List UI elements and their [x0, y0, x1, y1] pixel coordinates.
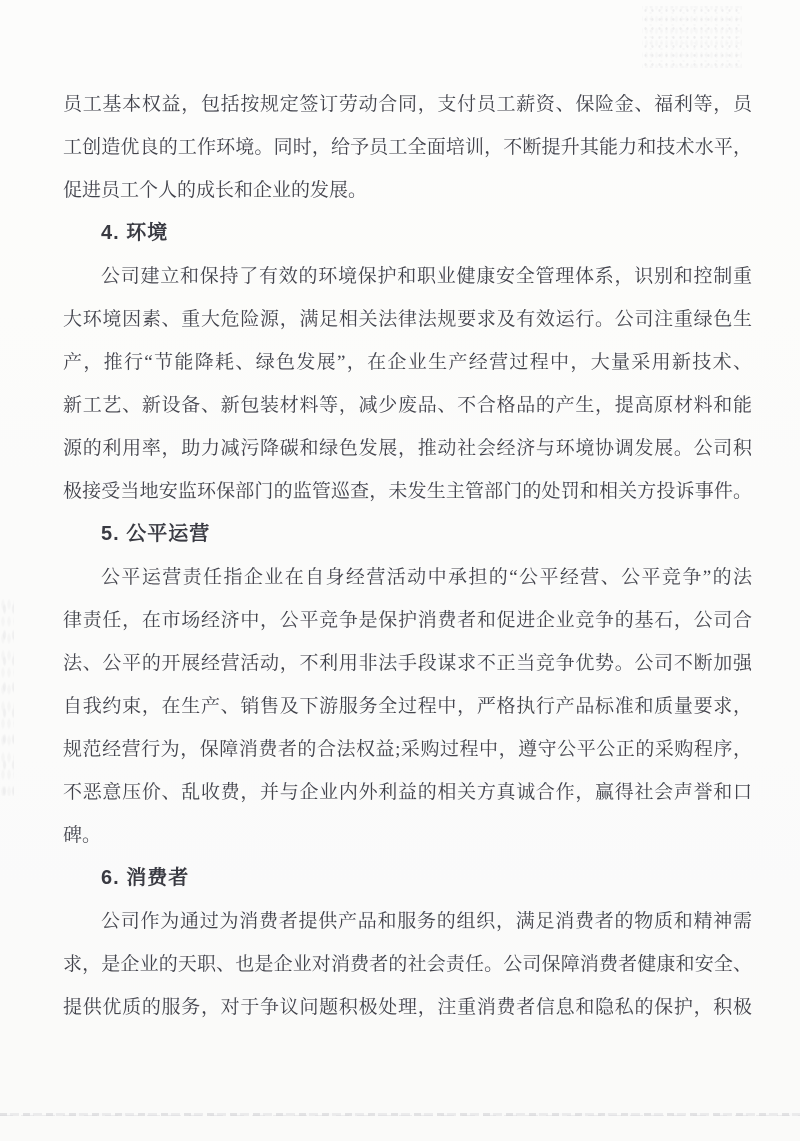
para-employee-rights-continuation [63, 83, 752, 212]
text-line: 员工基本权益，包括按规定签订劳动合同，支付员工薪资、保险金、福利等，员 [63, 94, 752, 115]
text-line: 碑。 [63, 825, 102, 846]
heading-environment: 4. 环境 [101, 222, 169, 244]
document-body [63, 83, 752, 1029]
text-line: 公司建立和保持了有效的环境保护和职业健康安全管理体系，识别和控制重 [101, 266, 752, 287]
para-environment [63, 255, 752, 513]
text-line: 极接受当地安监环保部门的监管巡查，未发生主管部门的处罚和相关方投诉事件。 [63, 481, 752, 502]
text-line: 源的利用率，助力减污降碳和绿色发展，推动社会经济与环境协调发展。公司积 [63, 438, 752, 459]
heading-fair-operation: 5. 公平运营 [101, 523, 211, 545]
text-line: 促进员工个人的成长和企业的发展。 [63, 180, 368, 201]
text-line: 大环境因素、重大危险源，满足相关法律法规要求及有效运行。公司注重绿色生 [63, 309, 752, 330]
para-fair-operation [63, 556, 752, 857]
para-consumers [63, 900, 752, 1029]
text-line: 律责任，在市场经济中，公平竞争是保护消费者和促进企业竞争的基石，公司合 [63, 610, 752, 631]
text-line: 求，是企业的天职、也是企业对消费者的社会责任。公司保障消费者健康和安全、 [63, 954, 752, 975]
text-line: 规范经营行为，保障消费者的合法权益;采购过程中，遵守公平公正的采购程序， [63, 739, 752, 760]
text-line: 工创造优良的工作环境。同时，给予员工全面培训，不断提升其能力和技术水平， [63, 137, 752, 158]
scan-noise-top-right [642, 6, 742, 68]
text-line: 公司作为通过为消费者提供产品和服务的组织，满足消费者的物质和精神需 [101, 911, 752, 932]
text-line: 公平运营责任指企业在自身经营活动中承担的“公平经营、公平竞争”的法 [101, 567, 752, 588]
heading-consumers: 6. 消费者 [101, 867, 190, 889]
scan-smudge-left-edge [0, 596, 14, 796]
text-line: 法、公平的开展经营活动，不利用非法手段谋求不正当竞争优势。公司不断加强 [63, 653, 752, 674]
scan-edge-line [0, 1113, 800, 1116]
text-line: 不恶意压价、乱收费，并与企业内外利益的相关方真诚合作，赢得社会声誉和口 [63, 782, 752, 803]
text-line: 新工艺、新设备、新包装材料等，减少废品、不合格品的产生，提高原材料和能 [63, 395, 752, 416]
text-line: 提供优质的服务，对于争议问题积极处理，注重消费者信息和隐私的保护，积极 [63, 997, 752, 1018]
text-line: 产，推行“节能降耗、绿色发展”，在企业生产经营过程中，大量采用新技术、 [63, 352, 752, 373]
text-line: 自我约束，在生产、销售及下游服务全过程中，严格执行产品标准和质量要求， [63, 696, 752, 717]
